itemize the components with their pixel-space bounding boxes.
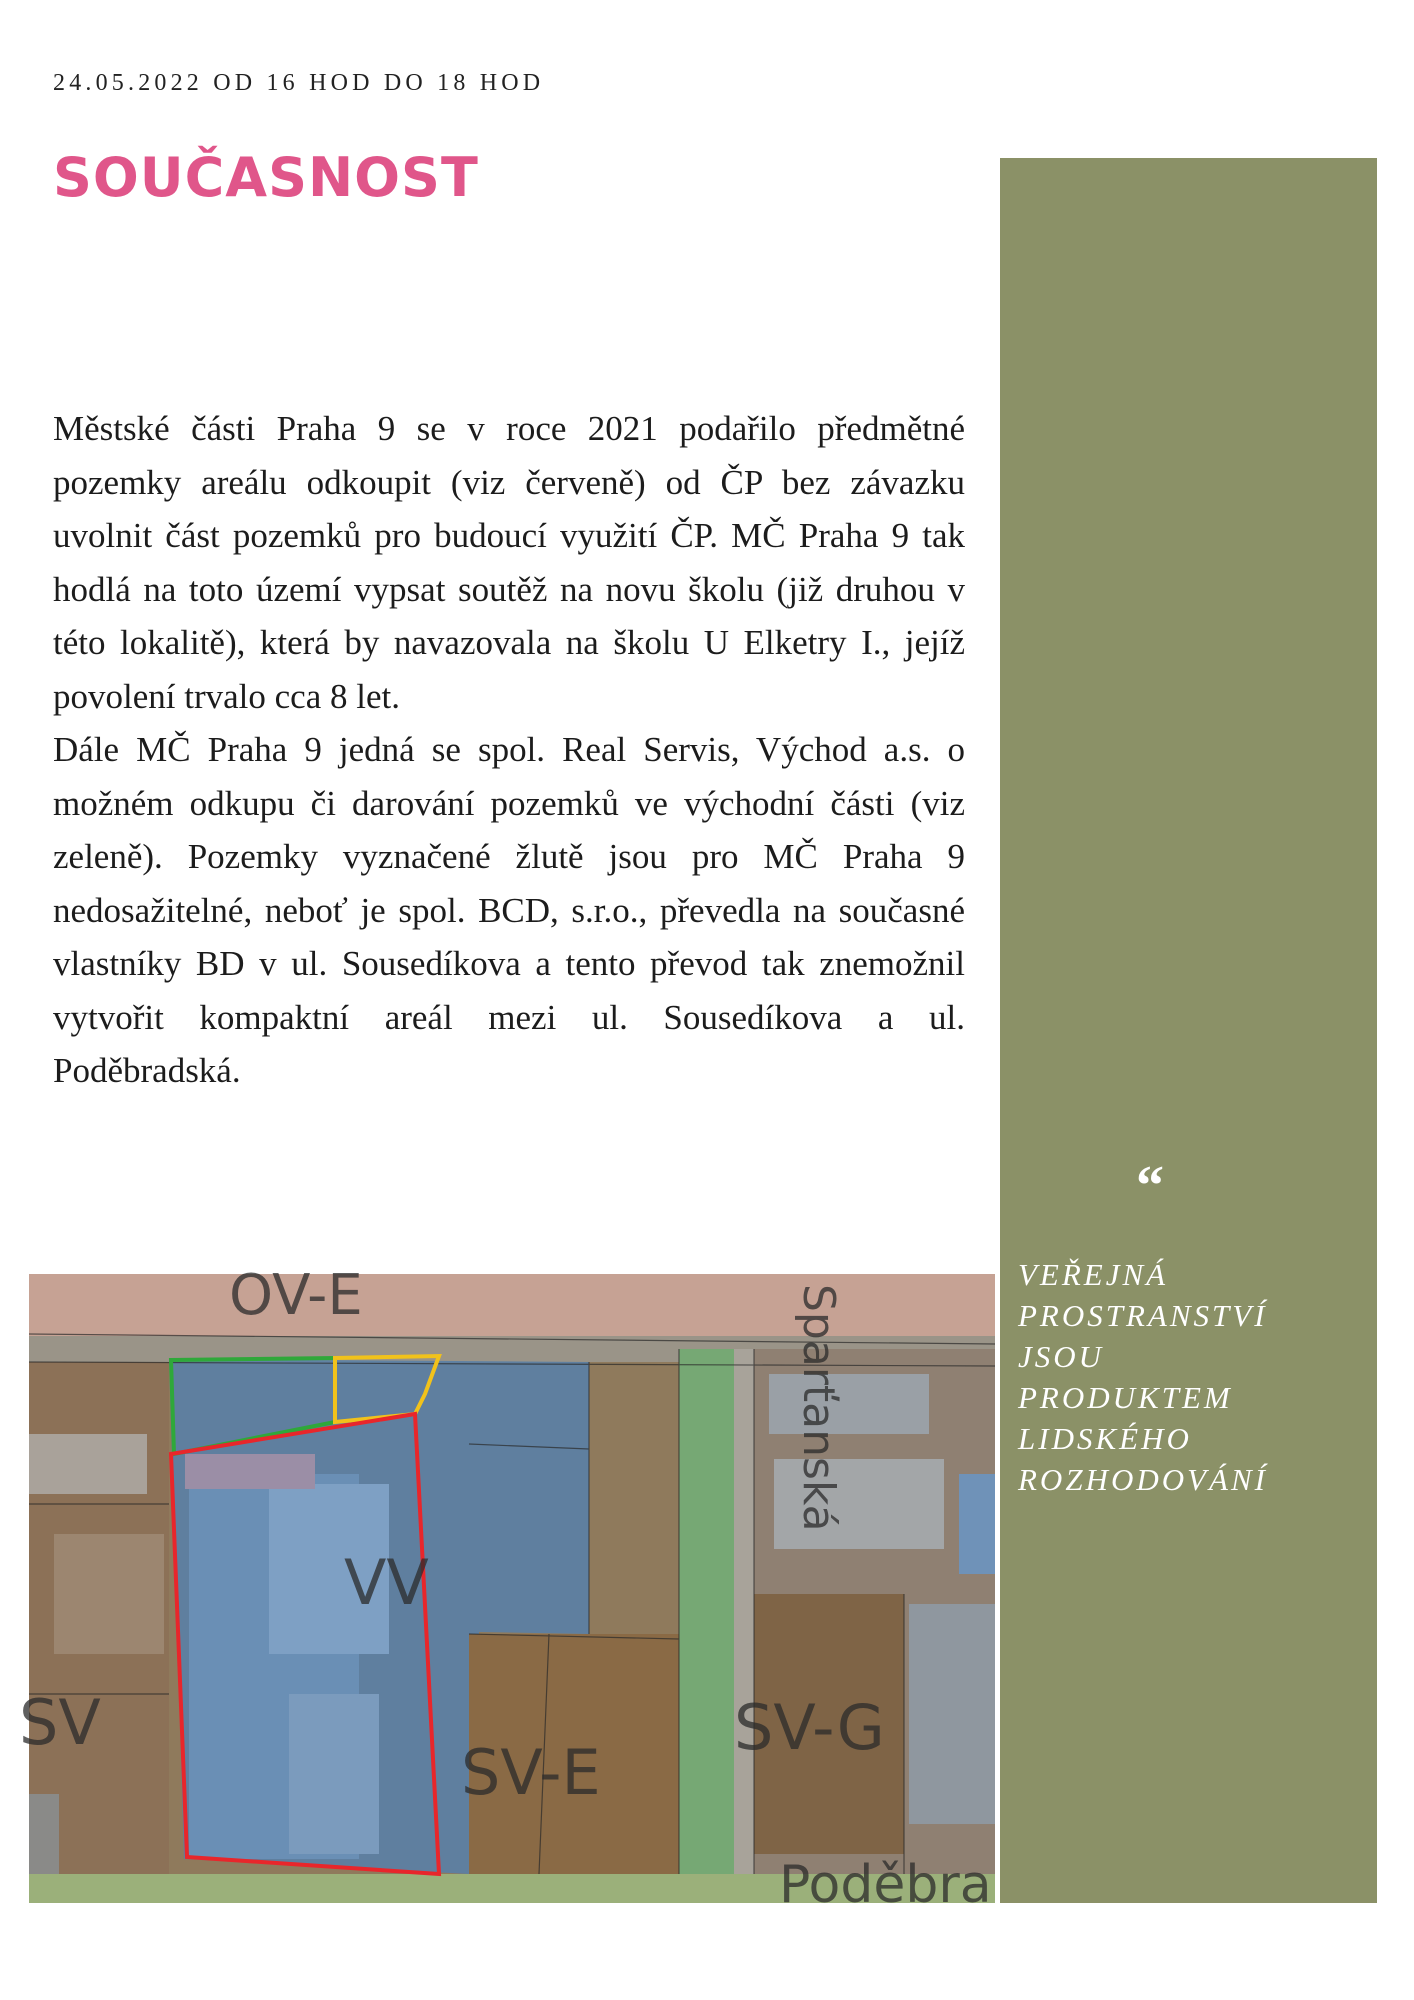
page-title: SOUČASNOST <box>53 146 479 209</box>
pull-quote <box>1018 1254 1368 1500</box>
map-label-top: OV-E <box>229 1263 363 1328</box>
quote-panel <box>1000 158 1377 1903</box>
quote-mark-icon: “ <box>1136 1155 1164 1217</box>
map-label-street-bottom: Poděbra <box>779 1855 992 1915</box>
map-label-street-vertical: Sparťanská <box>793 1284 844 1532</box>
quote-line: VEŘEJNÁ <box>1018 1257 1169 1292</box>
article-body <box>53 402 965 1098</box>
map-label-center: VV <box>344 1546 429 1619</box>
quote-line: PRODUKTEM <box>1018 1380 1233 1415</box>
paragraph-negotiation: Dále MČ Praha 9 jedná se spol. Real Servis, Východ a.s. o možném odkupu či darování pozemků ve východní části (viz zeleně). Pozemky vyznačené žlutě jsou pro MČ Praha 9 nedosažitelné, neboť je spol. BCD, s.r.o., převedla na současné vlastníky BD v ul. Sousedíkova a tento převod tak znemožnil vytvořit kompaktní areál mezi ul. Sousedíkova a ul. Poděbradská. <box>53 730 965 1090</box>
map-label-right: SV-G <box>734 1691 885 1764</box>
quote-line: ROZHODOVÁNÍ <box>1018 1462 1268 1497</box>
map-label-middle: SV-E <box>461 1736 601 1809</box>
map-label-left: SV <box>19 1686 101 1759</box>
event-date-time: 24.05.2022 OD 16 HOD DO 18 HOD <box>53 70 545 96</box>
quote-line: PROSTRANSTVÍ <box>1018 1298 1268 1333</box>
site-map <box>19 1263 995 1915</box>
quote-line: LIDSKÉHO <box>1018 1421 1192 1456</box>
quote-line: JSOU <box>1018 1339 1105 1374</box>
paragraph-purchase: Městské části Praha 9 se v roce 2021 podařilo předmětné pozemky areálu odkoupit (viz červeně) od ČP bez závazku uvolnit část pozemků pro budoucí využití ČP. MČ Praha 9 tak hodlá na toto území vypsat soutěž na novu školu (již druhou v této lokalitě), která by navazovala na školu U Elketry I., jejíž povolení trvalo cca 8 let. <box>53 409 965 716</box>
